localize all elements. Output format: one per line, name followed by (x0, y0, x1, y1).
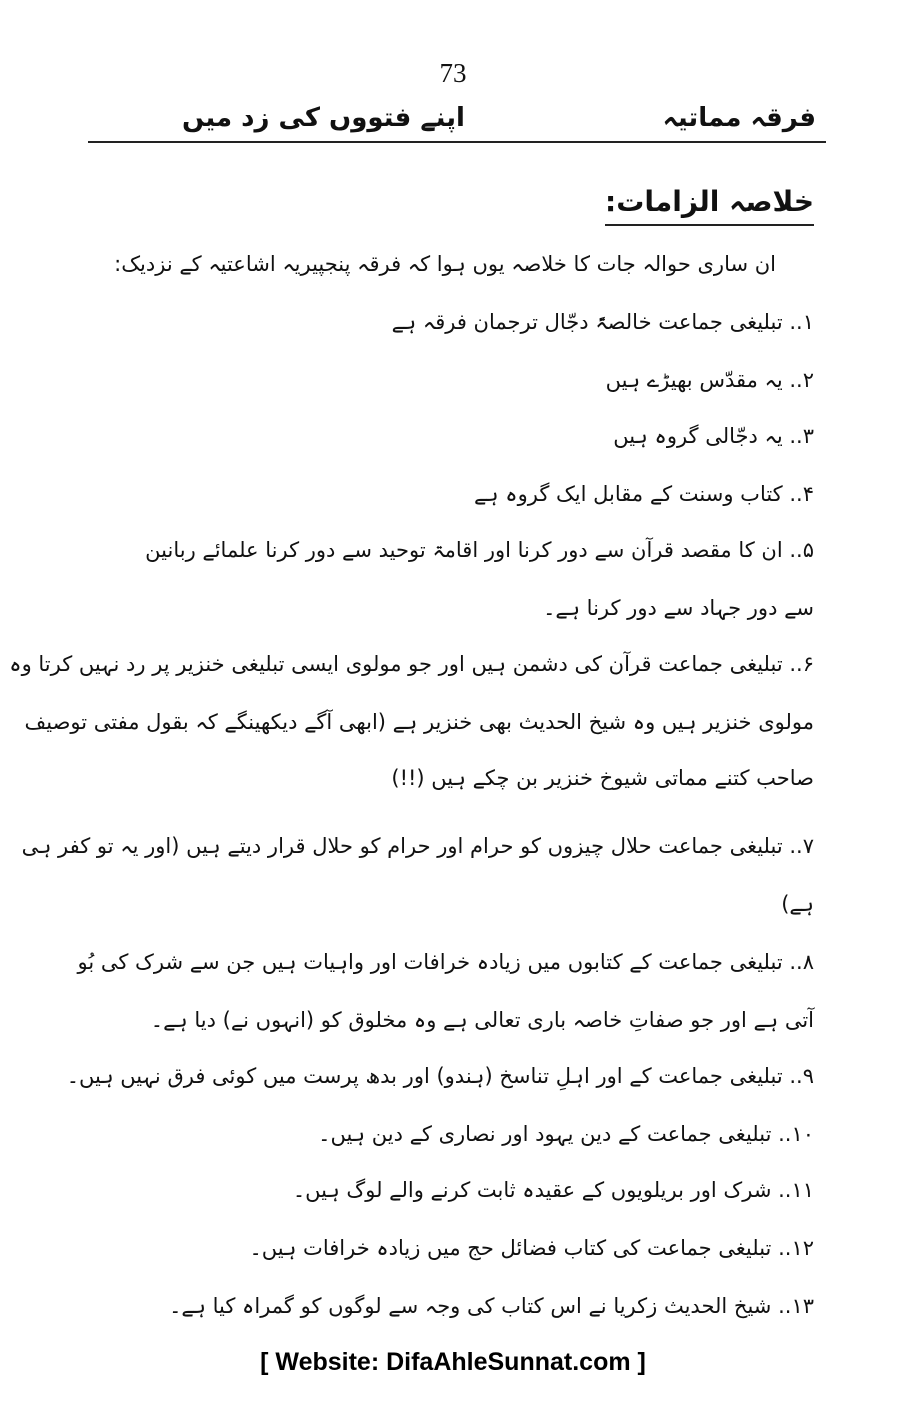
list-item: ۷.. تبلیغی جماعت حلال چیزوں کو حرام اور حرام کو حلال قرار دیتے ہیں (اور یہ تو کفر ہی (21, 834, 814, 858)
list-item-continuation: آتی ہے اور جو صفاتِ خاصہ باری تعالی ہے وہ مخلوق کو (انہوں نے) دیا ہے۔ (150, 1008, 814, 1032)
page-number: 73 (439, 58, 467, 88)
list-item-continuation: مولوی خنزیر ہیں وہ شیخ الحدیث بھی خنزیر ہے (ابھی آگے دیکھینگے کہ بقول مفتی توصیف (24, 710, 814, 734)
list-item: ۱۱.. شرک اور بریلویوں کے عقیدہ ثابت کرنے والے لوگ ہیں۔ (292, 1178, 814, 1202)
list-item-continuation: سے دور جہاد سے دور کرنا ہے۔ (543, 596, 814, 620)
list-item: ۳.. یہ دجّالی گروہ ہیں (613, 424, 814, 448)
list-item: ۹.. تبلیغی جماعت کے اور اہلِ تناسخ (ہندو) اور بدھ پرست میں کوئی فرق نہیں ہیں۔ (66, 1064, 814, 1088)
list-item: ۱.. تبلیغی جماعت خالصۃً دجّال ترجمان فرقہ ہے (391, 310, 814, 334)
intro-paragraph: ان ساری حوالہ جات کا خلاصہ یوں ہوا کہ فرقہ پنجپیریہ اشاعتیہ کے نزدیک: (114, 252, 776, 276)
list-item-continuation: صاحب کتنے مماتی شیوخ خنزیر بن چکے ہیں (!!) (391, 766, 814, 790)
book-title: فرقہ مماتیہ (662, 103, 816, 133)
section-heading: خلاصہ الزامات: (605, 182, 814, 226)
header-divider (88, 141, 826, 143)
list-item: ۴.. کتاب وسنت کے مقابل ایک گروہ ہے (474, 482, 814, 506)
list-item: ۱۰.. تبلیغی جماعت کے دین یہود اور نصاری کے دین ہیں۔ (318, 1122, 814, 1146)
website-footer: [ Website: DifaAhleSunnat.com ] (260, 1348, 646, 1376)
list-item: ۵.. ان کا مقصد قرآن سے دور کرنا اور اقامۃ توحید سے دور کرنا علمائے ربانین (145, 538, 814, 562)
list-item: ۱۲.. تبلیغی جماعت کی کتاب فضائل حج میں زیادہ خرافات ہیں۔ (249, 1236, 814, 1260)
list-item: ۲.. یہ مقدّس بھیڑے ہیں (605, 368, 814, 392)
list-item-continuation: ہے) (781, 892, 814, 916)
list-item: ۱۳.. شیخ الحدیث زکریا نے اس کتاب کی وجہ سے لوگوں کو گمراہ کیا ہے۔ (169, 1294, 814, 1318)
list-item: ۶.. تبلیغی جماعت قرآن کی دشمن ہیں اور جو مولوی ایسی تبلیغی خنزیر پر رد نہیں کرتا وہ (9, 652, 814, 676)
book-subtitle: اپنے فتووں کی زد میں (182, 103, 465, 133)
list-item: ۸.. تبلیغی جماعت کے کتابوں میں زیادہ خرافات اور واہیات ہیں جن سے شرک کی بُو (77, 950, 814, 974)
